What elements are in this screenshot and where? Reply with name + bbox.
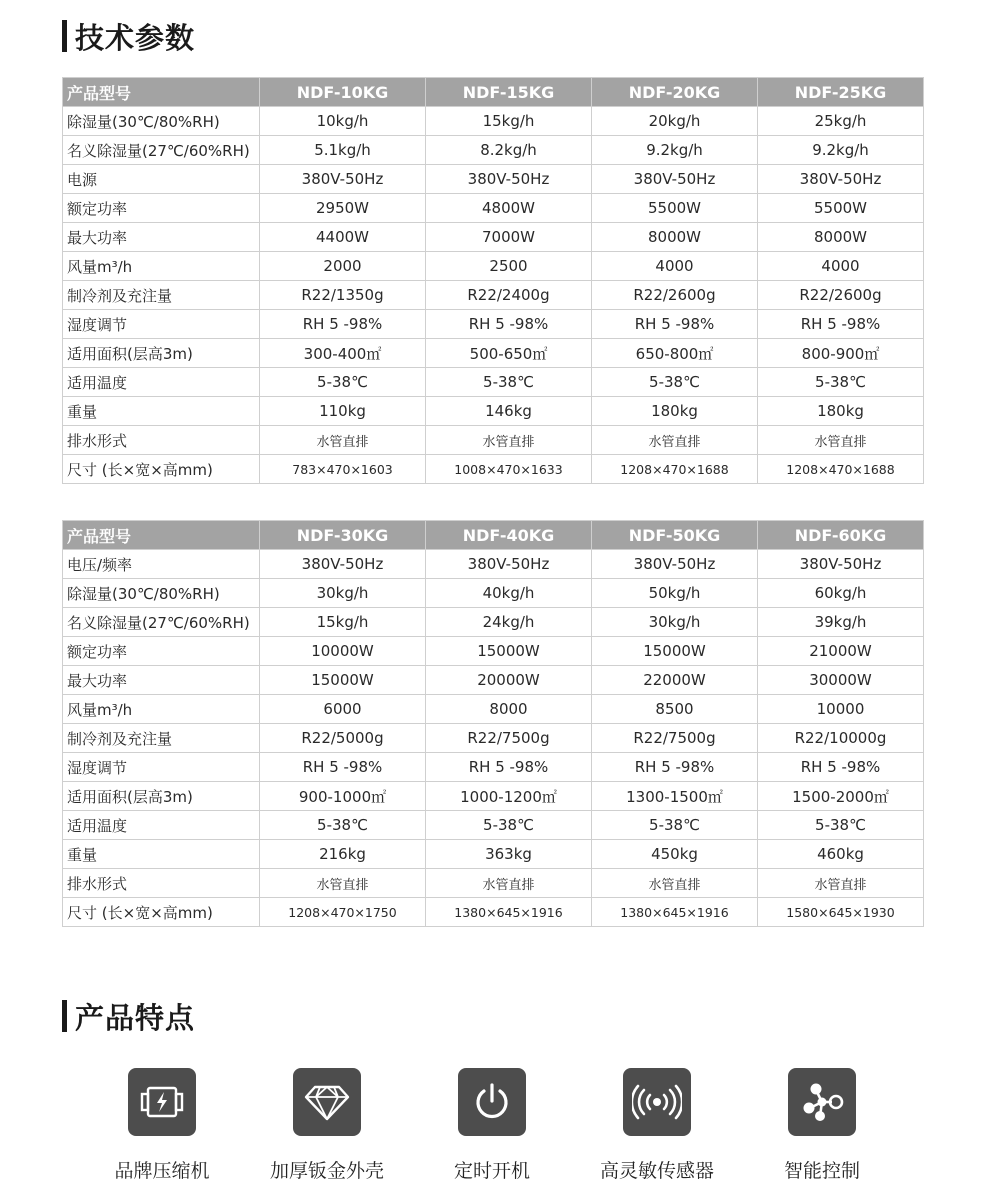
value-cell: 6000 [260,695,426,724]
value-cell: 水管直排 [758,426,924,455]
value-cell: 1380×645×1916 [592,898,758,927]
value-cell: 5-38℃ [758,811,924,840]
value-cell: 4800W [426,194,592,223]
value-cell: 24kg/h [426,608,592,637]
value-cell: 900-1000㎡ [260,782,426,811]
value-cell: 380V-50Hz [426,165,592,194]
value-cell: 5-38℃ [592,811,758,840]
value-cell: 1300-1500㎡ [592,782,758,811]
value-cell: 1208×470×1688 [592,455,758,484]
table-row [63,397,924,426]
value-cell: 1208×470×1750 [260,898,426,927]
value-cell: 4000 [758,252,924,281]
row-label: 尺寸 (长×宽×高mm) [63,898,260,927]
value-cell: 380V-50Hz [260,550,426,579]
value-cell: R22/7500g [426,724,592,753]
value-cell: 500-650㎡ [426,339,592,368]
value-cell: 1500-2000㎡ [758,782,924,811]
value-cell: 水管直排 [758,869,924,898]
spec-table-header [63,521,924,550]
feature-compressor [82,1068,242,1183]
value-cell: 22000W [592,666,758,695]
power-icon [458,1068,526,1136]
table-row [63,194,924,223]
table-row [63,165,924,194]
table-row [63,753,924,782]
value-cell: 5-38℃ [592,368,758,397]
features-row [62,1068,923,1188]
value-cell: 2000 [260,252,426,281]
table-row [63,695,924,724]
value-cell: 25kg/h [758,107,924,136]
value-cell: 10000 [758,695,924,724]
value-cell: 1380×645×1916 [426,898,592,927]
row-label: 尺寸 (长×宽×高mm) [63,455,260,484]
value-cell: 110kg [260,397,426,426]
value-cell: R22/2600g [592,281,758,310]
title-accent-bar [62,20,67,52]
compressor-icon [128,1068,196,1136]
value-cell: 水管直排 [592,869,758,898]
features-section-title [62,998,195,1034]
value-cell: 4400W [260,223,426,252]
value-cell: 5500W [758,194,924,223]
table-row [63,223,924,252]
feature-label: 品牌压缩机 [114,1160,210,1182]
value-cell: 8000W [758,223,924,252]
value-cell: 8000W [592,223,758,252]
row-label: 额定功率 [63,194,260,223]
value-cell: RH 5 -98% [592,310,758,339]
model-header-cell: NDF-40KG [426,521,592,550]
value-cell: 380V-50Hz [592,165,758,194]
spec-table-body [63,550,924,927]
value-cell: R22/2600g [758,281,924,310]
value-cell: 9.2kg/h [592,136,758,165]
value-cell: 5-38℃ [426,368,592,397]
value-cell: 783×470×1603 [260,455,426,484]
value-cell: 5-38℃ [260,811,426,840]
value-cell: 8500 [592,695,758,724]
value-cell: 40kg/h [426,579,592,608]
spec-table-2 [62,520,924,927]
row-label: 排水形式 [63,869,260,898]
value-cell: 60kg/h [758,579,924,608]
row-label: 风量m³/h [63,252,260,281]
value-cell: 180kg [592,397,758,426]
value-cell: 39kg/h [758,608,924,637]
table-row [63,281,924,310]
table-row [63,840,924,869]
value-cell: 650-800㎡ [592,339,758,368]
value-cell: RH 5 -98% [758,310,924,339]
table-row [63,637,924,666]
value-cell: 8.2kg/h [426,136,592,165]
value-cell: 146kg [426,397,592,426]
value-cell: 380V-50Hz [260,165,426,194]
value-cell: 300-400㎡ [260,339,426,368]
table-row [63,869,924,898]
row-label: 制冷剂及充注量 [63,724,260,753]
row-label: 除湿量(30℃/80%RH) [63,579,260,608]
row-label: 重量 [63,840,260,869]
value-cell: 15000W [592,637,758,666]
value-cell: 15kg/h [426,107,592,136]
value-cell: 15kg/h [260,608,426,637]
header-row [63,521,924,550]
value-cell: 5-38℃ [758,368,924,397]
title-accent-bar [62,1000,67,1032]
value-cell: RH 5 -98% [592,753,758,782]
value-cell: RH 5 -98% [260,310,426,339]
value-cell: 水管直排 [260,426,426,455]
value-cell: 50kg/h [592,579,758,608]
table-row [63,310,924,339]
spec-table-header [63,78,924,107]
row-label: 重量 [63,397,260,426]
value-cell: 363kg [426,840,592,869]
table-row [63,426,924,455]
value-cell: 1008×470×1633 [426,455,592,484]
table-row [63,252,924,281]
row-label: 电源 [63,165,260,194]
value-cell: RH 5 -98% [426,753,592,782]
row-label: 适用温度 [63,811,260,840]
value-cell: 8000 [426,695,592,724]
feature-label: 加厚钣金外壳 [269,1160,384,1182]
table-row [63,339,924,368]
table-row [63,811,924,840]
table-row [63,136,924,165]
feature-sensor [577,1068,737,1183]
header-row [63,78,924,107]
row-label: 适用面积(层高3m) [63,339,260,368]
model-header-cell: NDF-10KG [260,78,426,107]
row-label: 适用温度 [63,368,260,397]
row-label: 最大功率 [63,223,260,252]
specs-title-text: 技术参数 [75,20,196,55]
table-row [63,608,924,637]
value-cell: 水管直排 [592,426,758,455]
value-cell: 5-38℃ [260,368,426,397]
row-label: 制冷剂及充注量 [63,281,260,310]
value-cell: 21000W [758,637,924,666]
value-cell: 180kg [758,397,924,426]
value-cell: 20kg/h [592,107,758,136]
row-label: 电压/频率 [63,550,260,579]
value-cell: 1000-1200㎡ [426,782,592,811]
feature-smart [742,1068,902,1183]
table-row [63,550,924,579]
feature-timer [412,1068,572,1183]
row-label: 适用面积(层高3m) [63,782,260,811]
value-cell: 7000W [426,223,592,252]
value-cell: 水管直排 [260,869,426,898]
table-row [63,898,924,927]
value-cell: RH 5 -98% [426,310,592,339]
value-cell: 2500 [426,252,592,281]
value-cell: 30000W [758,666,924,695]
value-cell: R22/1350g [260,281,426,310]
feature-shell [247,1068,407,1183]
row-label: 额定功率 [63,637,260,666]
value-cell: 380V-50Hz [758,550,924,579]
value-cell: 10kg/h [260,107,426,136]
value-cell: R22/5000g [260,724,426,753]
value-cell: 380V-50Hz [592,550,758,579]
table-row [63,666,924,695]
value-cell: 30kg/h [260,579,426,608]
value-cell: 5-38℃ [426,811,592,840]
row-label: 湿度调节 [63,310,260,339]
table-row [63,455,924,484]
row-label: 风量m³/h [63,695,260,724]
value-cell: 1580×645×1930 [758,898,924,927]
row-label: 湿度调节 [63,753,260,782]
value-cell: 15000W [426,637,592,666]
value-cell: 450kg [592,840,758,869]
model-header-cell: NDF-50KG [592,521,758,550]
model-header-cell: NDF-30KG [260,521,426,550]
value-cell: 1208×470×1688 [758,455,924,484]
feature-label: 高灵敏传感器 [599,1160,714,1182]
smart-control-icon [788,1068,856,1136]
value-cell: R22/7500g [592,724,758,753]
model-header-cell: NDF-20KG [592,78,758,107]
feature-label: 智能控制 [783,1160,860,1182]
model-header-cell: NDF-25KG [758,78,924,107]
value-cell: 216kg [260,840,426,869]
spec-table-body [63,107,924,484]
row-label: 除湿量(30℃/80%RH) [63,107,260,136]
value-cell: 4000 [592,252,758,281]
value-cell: 30kg/h [592,608,758,637]
features-title-text: 产品特点 [75,1000,196,1035]
header-label-cell: 产品型号 [63,78,260,107]
row-label: 名义除湿量(27℃/60%RH) [63,608,260,637]
value-cell: 20000W [426,666,592,695]
spec-table-1 [62,77,924,484]
row-label: 名义除湿量(27℃/60%RH) [63,136,260,165]
row-label: 排水形式 [63,426,260,455]
value-cell: 380V-50Hz [426,550,592,579]
value-cell: 800-900㎡ [758,339,924,368]
value-cell: 5.1kg/h [260,136,426,165]
value-cell: R22/10000g [758,724,924,753]
specs-section-title [62,18,195,54]
value-cell: 水管直排 [426,426,592,455]
value-cell: 5500W [592,194,758,223]
value-cell: R22/2400g [426,281,592,310]
diamond-icon [293,1068,361,1136]
table-row [63,579,924,608]
value-cell: 9.2kg/h [758,136,924,165]
header-label-cell: 产品型号 [63,521,260,550]
value-cell: RH 5 -98% [758,753,924,782]
value-cell: 15000W [260,666,426,695]
table-row [63,724,924,753]
row-label: 最大功率 [63,666,260,695]
table-row [63,368,924,397]
feature-label: 定时开机 [453,1160,530,1182]
table-row [63,107,924,136]
value-cell: 10000W [260,637,426,666]
value-cell: 380V-50Hz [758,165,924,194]
value-cell: 2950W [260,194,426,223]
model-header-cell: NDF-60KG [758,521,924,550]
value-cell: RH 5 -98% [260,753,426,782]
sensor-icon [623,1068,691,1136]
model-header-cell: NDF-15KG [426,78,592,107]
value-cell: 460kg [758,840,924,869]
value-cell: 水管直排 [426,869,592,898]
table-row [63,782,924,811]
